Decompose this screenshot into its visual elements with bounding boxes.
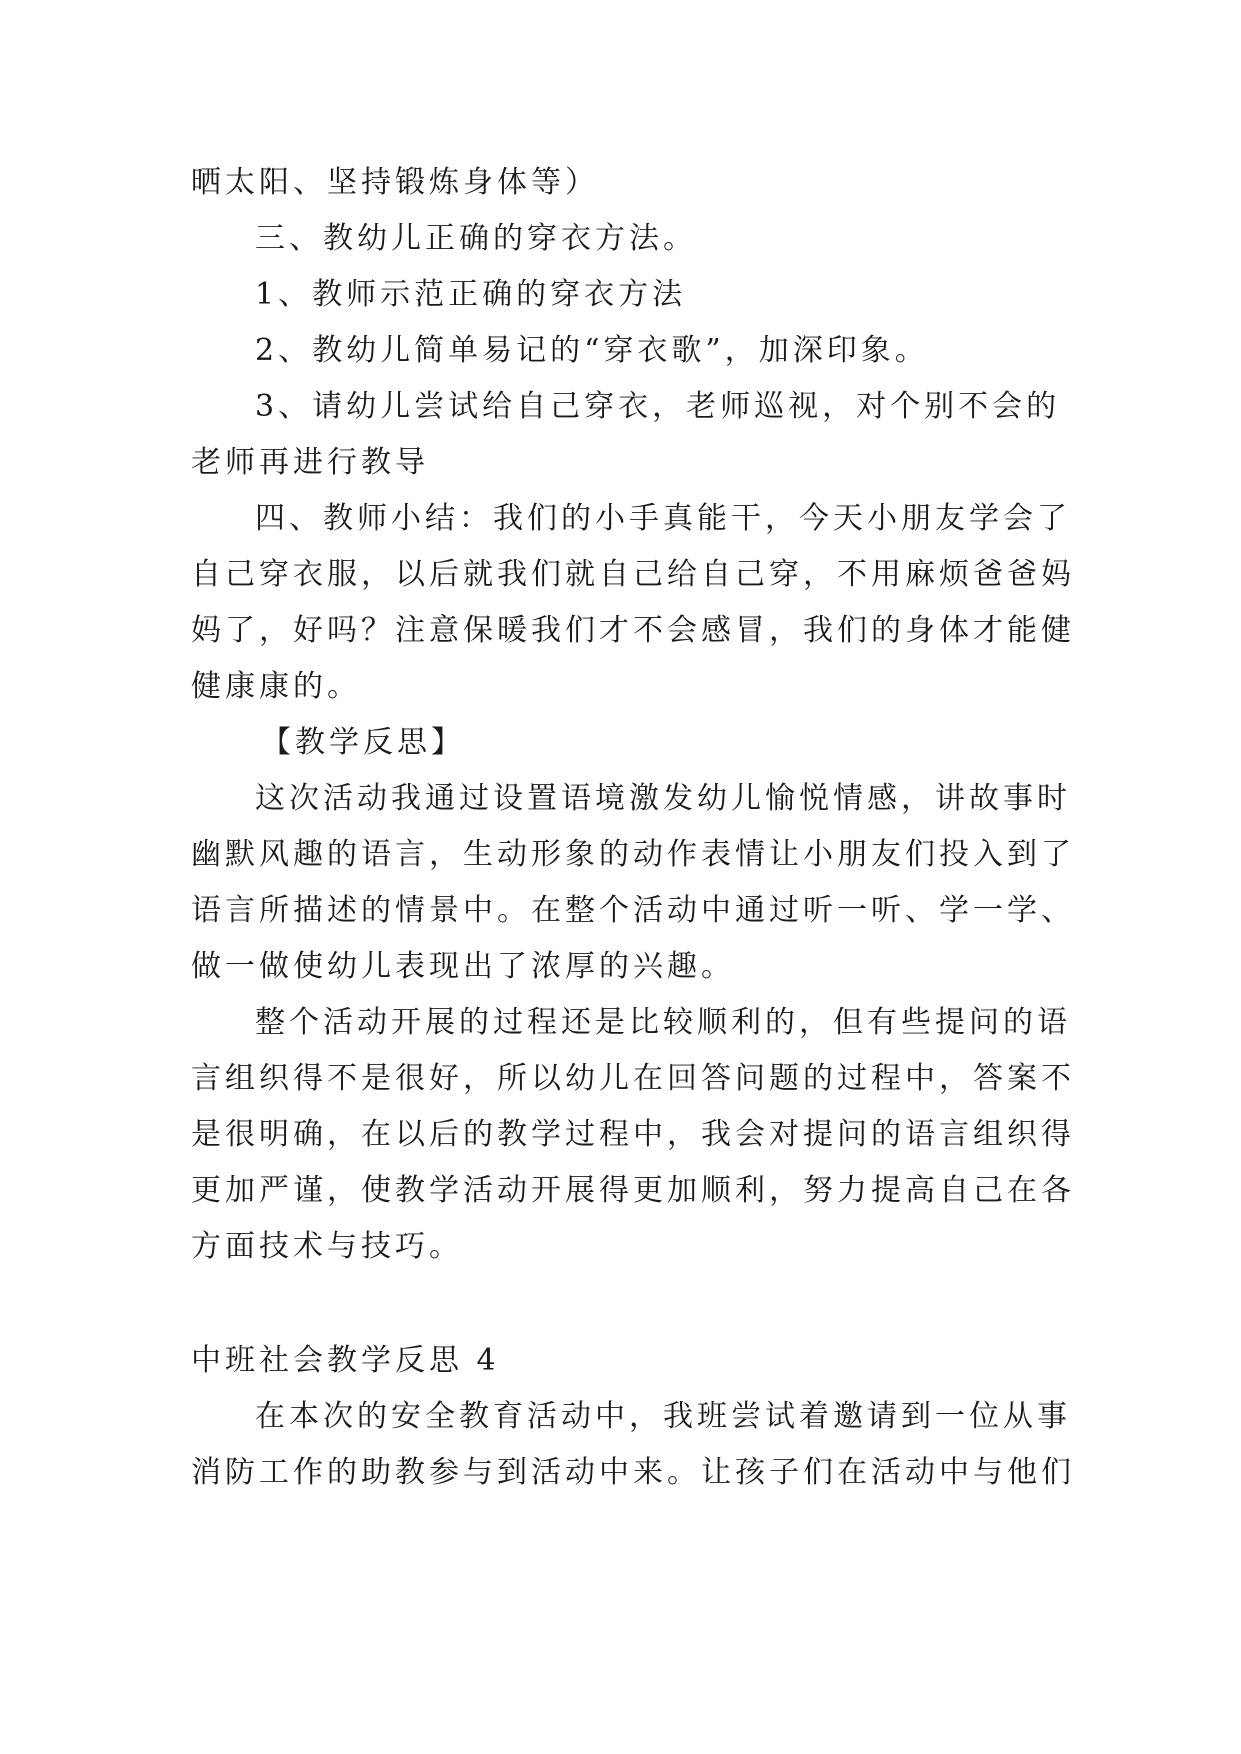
paragraph-line: 整个活动开展的过程还是比较顺利的，但有些提问的语 (255, 1005, 1071, 1040)
paragraph-line: 言组织得不是很好，所以幼儿在回答问题的过程中，答案不 (191, 1061, 1075, 1096)
paragraph-line: 在本次的安全教育活动中，我班尝试着邀请到一位从事 (255, 1399, 1071, 1434)
section-heading: 三、教幼儿正确的穿衣方法。 (255, 221, 697, 256)
paragraph-line: 健康康的。 (191, 669, 361, 704)
paragraph-line: 做一做使幼儿表现出了浓厚的兴趣。 (191, 949, 735, 984)
paragraph-line: 消防工作的助教参与到活动中来。让孩子们在活动中与他们 (191, 1455, 1075, 1490)
paragraph-line: 语言所描述的情景中。在整个活动中通过听一听、学一学、 (191, 893, 1075, 928)
article-title: 中班社会教学反思 4 (191, 1343, 500, 1378)
section-heading: 四、教师小结：我们的小手真能干，今天小朋友学会了 (255, 501, 1071, 536)
paragraph-line: 自己穿衣服，以后就我们就自己给自己穿，不用麻烦爸爸妈 (191, 557, 1075, 592)
paragraph-line: 幽默风趣的语言，生动形象的动作表情让小朋友们投入到了 (191, 837, 1075, 872)
list-item: 1、教师示范正确的穿衣方法 (255, 277, 687, 312)
paragraph-line: 妈了，好吗？注意保暖我们才不会感冒，我们的身体才能健 (191, 613, 1075, 648)
paragraph-line: 是很明确，在以后的教学过程中，我会对提问的语言组织得 (191, 1117, 1075, 1152)
paragraph-line: 更加严谨，使教学活动开展得更加顺利，努力提高自己在各 (191, 1173, 1075, 1208)
paragraph-line: 老师再进行教导 (191, 445, 429, 480)
list-item: 3、请幼儿尝试给自己穿衣，老师巡视，对个别不会的 (255, 389, 1061, 424)
paragraph-line: 这次活动我通过设置语境激发幼儿愉悦情感，讲故事时 (255, 781, 1071, 816)
list-item: 2、教幼儿简单易记的“穿衣歌”，加深印象。 (255, 333, 929, 368)
reflection-heading: 【教学反思】 (261, 725, 465, 760)
paragraph-line: 方面技术与技巧。 (191, 1229, 463, 1264)
paragraph-line: 晒太阳、坚持锻炼身体等） (191, 165, 599, 200)
